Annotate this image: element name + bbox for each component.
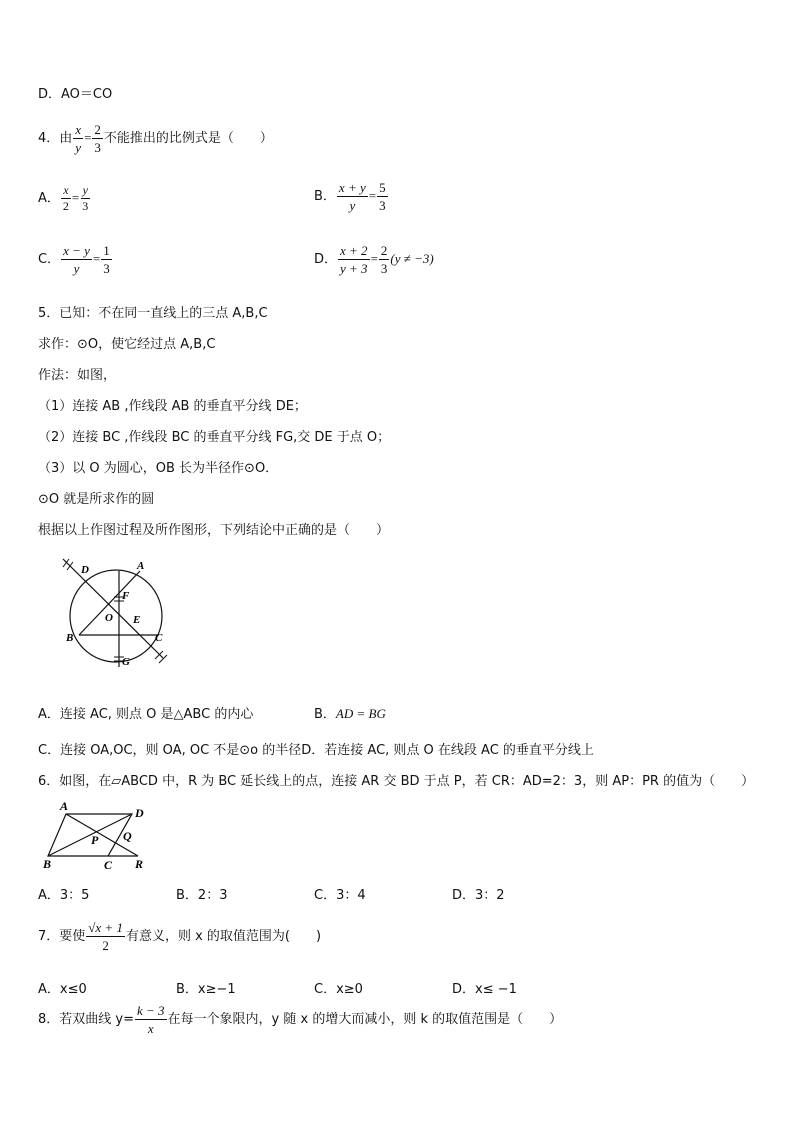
fraction-numerator: x − y (63, 243, 90, 258)
equals-sign: = (84, 130, 92, 145)
q5-option-c-d: C．连接 OA,OC，则 OA, OC 不是⊙o 的半径D．若连接 AC, 则点 O 在线段 AC 的垂直平分线上 (38, 743, 594, 758)
q7-stem (38, 920, 321, 953)
fraction-numerator: 1 (103, 243, 110, 258)
line-de (63, 559, 163, 658)
fraction-numerator: y (82, 183, 88, 197)
option-condition: (y ≠ −3) (390, 251, 434, 266)
q6-option-d: D．3：2 (452, 888, 505, 903)
q7-option-b: B．x≥−1 (176, 982, 236, 997)
fraction-denominator: 2 (62, 199, 69, 213)
label-f: F (122, 590, 130, 602)
q8-suffix: 在每一个象限内，y 随 x 的增大而减小，则 k 的取值范围是（ ） (167, 1012, 563, 1027)
fraction-numerator: x (63, 183, 69, 197)
option-right-fraction (101, 243, 112, 276)
fraction-numerator: x + y (338, 180, 366, 195)
q4-stem (38, 122, 273, 155)
label-b: B (43, 857, 52, 871)
option-label: A． (38, 191, 60, 206)
label-e: E (133, 614, 141, 626)
equals-sign: = (370, 251, 378, 266)
q5-method: 作法：如图， (38, 368, 117, 383)
option-left-fraction (338, 243, 370, 276)
label-c: C (104, 858, 113, 872)
option-label: B． (314, 707, 336, 722)
q6-option-c: C．3：4 (314, 888, 366, 903)
q7-suffix: 有意义，则 x 的取值范围为( ) (125, 929, 322, 944)
fraction-numerator: x + 2 (340, 243, 368, 258)
label-c: C (155, 632, 163, 644)
q5-option-a: A．连接 AC, 则点 O 是△ABC 的内心 (38, 707, 254, 722)
q4-option-b (314, 180, 389, 213)
q4-option-c (38, 243, 113, 276)
label-a: A (137, 560, 145, 572)
q7-fraction (86, 920, 125, 953)
fraction-denominator: 3 (379, 198, 386, 213)
q8-fraction (135, 1003, 167, 1036)
q5-construct: 求作：⊙O，使它经过点 A,B,C (38, 337, 216, 352)
option-expression: AD = BG (335, 706, 386, 721)
q4-ratio-fraction (73, 122, 83, 155)
option-right-fraction (377, 180, 388, 213)
arc-mark-e (155, 651, 167, 663)
q4-suffix: 不能推出的比例式是（ ） (103, 131, 273, 146)
fraction-numerator: √x + 1 (88, 920, 123, 935)
equals-sign: = (92, 251, 101, 266)
fraction-numerator: 5 (379, 180, 386, 195)
q4-option-a (38, 184, 91, 213)
q8-stem (38, 1003, 562, 1036)
label-r: R (135, 857, 144, 871)
fraction-denominator: 3 (103, 261, 110, 276)
q5-construction-figure (55, 553, 180, 675)
q7-option-c: C．x≥0 (314, 982, 363, 997)
label-b: B (66, 632, 74, 644)
option-label: D． (314, 252, 338, 267)
fraction-denominator: y (349, 198, 356, 213)
option-right-fraction (80, 184, 90, 213)
label-d: D (135, 806, 144, 820)
label-a: A (60, 799, 69, 813)
fraction-numerator: x (75, 122, 82, 137)
q6-parallelogram-figure (40, 798, 160, 872)
q5-step-3: （3）以 O 为圆心，OB 长为半径作⊙O． (38, 461, 279, 476)
q4-prefix: 4．由 (38, 131, 73, 146)
q4-given-fraction (92, 122, 103, 155)
fraction-denominator: x (147, 1021, 154, 1036)
fraction-numerator: k − 3 (137, 1003, 165, 1018)
q7-option-d: D．x≤ −1 (452, 982, 517, 997)
fraction-denominator: 3 (82, 199, 89, 213)
option-right-fraction (379, 243, 390, 276)
q5-step-1: （1）连接 AB ,作线段 AB 的垂直平分线 DE； (38, 399, 307, 414)
circle-o (70, 570, 162, 662)
q5-step-2: （2）连接 BC ,作线段 BC 的垂直平分线 FG,交 DE 于点 O； (38, 430, 391, 445)
label-o: O (105, 612, 113, 624)
option-label: C． (38, 252, 61, 267)
label-g: G (122, 656, 130, 668)
q5-option-b (314, 703, 386, 722)
q6-option-a: A．3：5 (38, 888, 90, 903)
option-left-fraction (61, 184, 71, 213)
option-left-fraction (61, 243, 92, 276)
q7-prefix: 7．要使 (38, 929, 86, 944)
fraction-numerator: 2 (380, 243, 388, 258)
fraction-denominator: 2 (102, 938, 109, 953)
label-p: P (91, 833, 99, 847)
q6-stem: 6．如图，在▱ABCD 中，R 为 BC 延长线上的点，连接 AR 交 BD 于点 P，若 CR：AD=2：3，则 AP：PR 的值为（ ） (38, 774, 755, 789)
q5-conclusion: ⊙O 就是所求作的圆 (38, 492, 155, 507)
q3-option-d: D．AO＝CO (38, 87, 113, 102)
q5-question: 根据以上作图过程及所作图形，下列结论中正确的是（ ） (38, 523, 390, 538)
label-q: Q (123, 829, 132, 843)
option-left-fraction (337, 180, 368, 213)
label-d: D (81, 564, 89, 576)
q5-given: 5．已知：不在同一直线上的三点 A,B,C (38, 306, 268, 321)
fraction-denominator: y + 3 (340, 261, 368, 276)
q6-option-b: B．2：3 (176, 888, 228, 903)
q8-prefix: 8．若双曲线 y= (38, 1012, 134, 1027)
equals-sign: = (71, 190, 80, 205)
fraction-denominator: y (75, 140, 82, 155)
fraction-denominator: y (73, 261, 80, 276)
q4-option-d (314, 243, 434, 276)
fraction-denominator: 3 (380, 261, 388, 276)
fraction-denominator: 3 (94, 140, 101, 155)
option-label: B． (314, 189, 336, 204)
fraction-numerator: 2 (94, 122, 101, 137)
equals-sign: = (368, 188, 377, 203)
q7-option-a: A．x≤0 (38, 982, 87, 997)
